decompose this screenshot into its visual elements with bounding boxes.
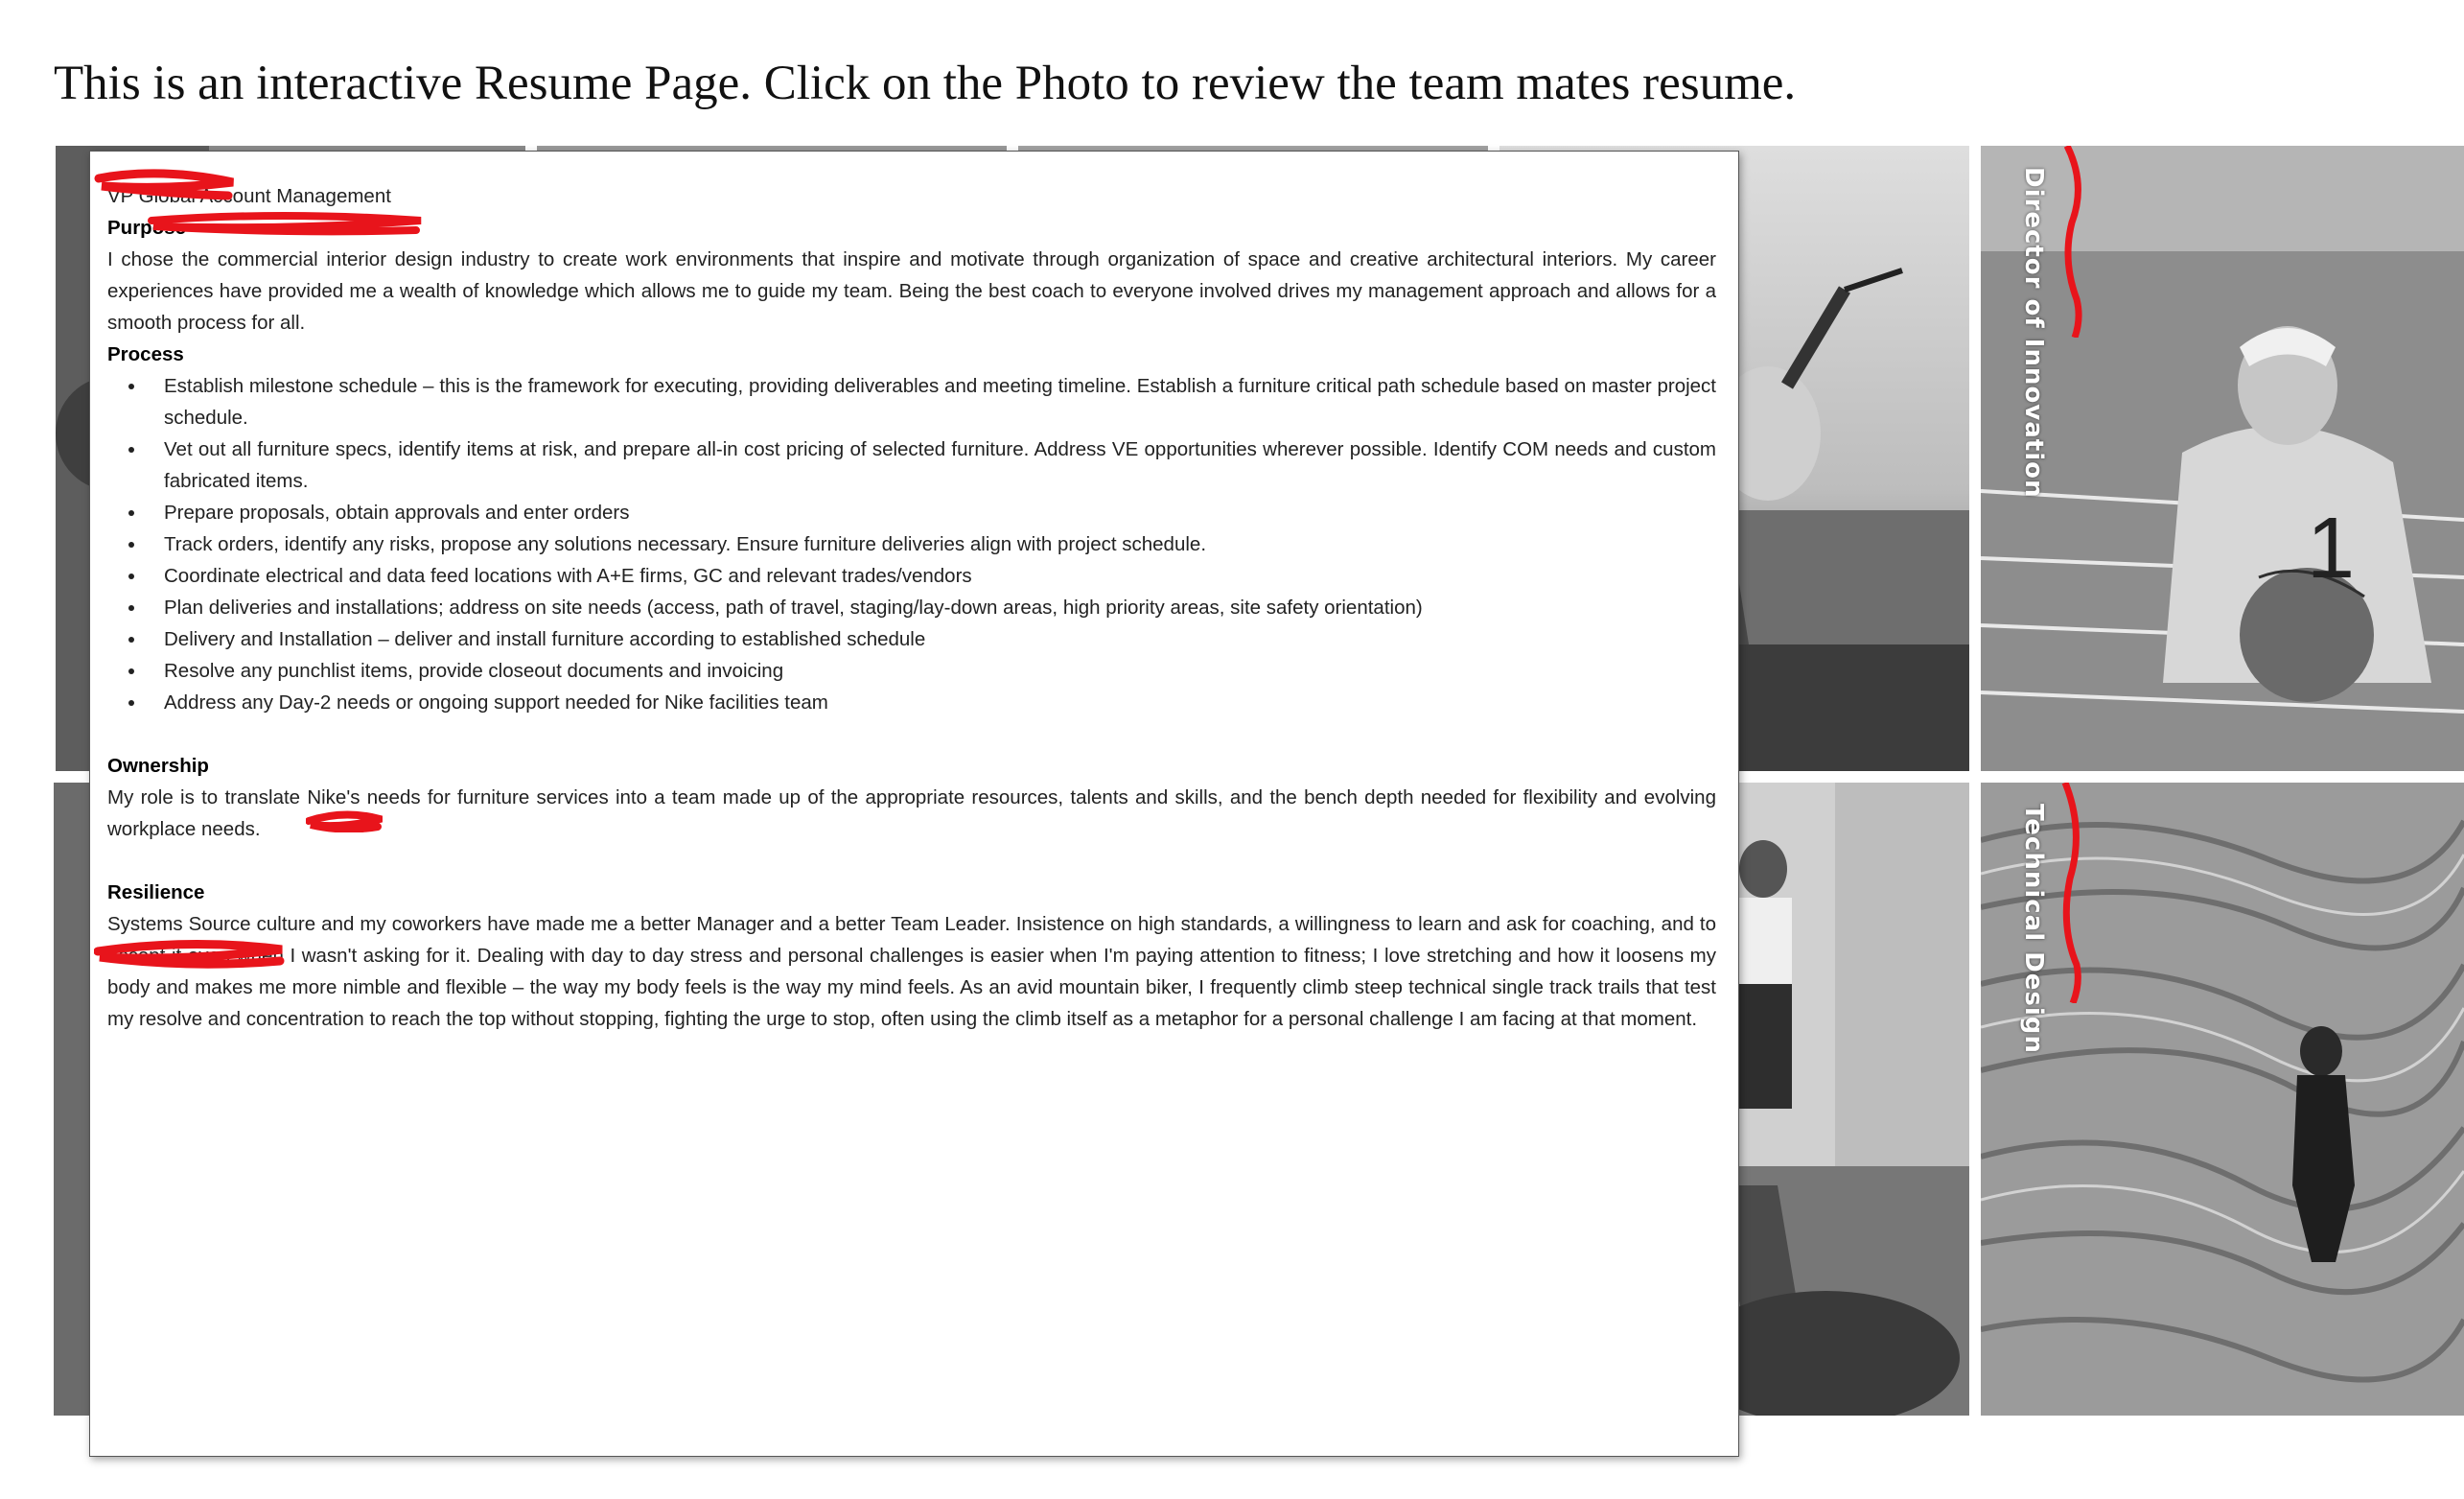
process-list-item: • Resolve any punchlist items, provide closeout documents and invoicing	[147, 655, 1716, 687]
process-list-item: • Plan deliveries and installations; address on site needs (access, path of travel, staging/lay-down areas, high priority areas, site safety orientation)	[147, 592, 1716, 623]
resilience-text: Systems Source culture and my coworkers have made me a better Manager and a better Team Leader. Insistence on high standards, a willingness to learn and ask for coaching, and to accept it even when I wasn't asking for it. Dealing with day to day stress and personal challenges is easier when I'm paying attention to fitness; I love stretching and how it loosens my body and makes me more nimble and flexible – the way my body feels is the way my mind feels. As an avid mountain biker, I frequently climb steep technical single track trails that test my resolve and concentration to reach the top without stopping, fighting the urge to stop, often using the climb itself as a metaphor for a personal challenge I am facing at that moment.	[107, 913, 1716, 1030]
process-list-item: • Track orders, identify any risks, propose any solutions necessary. Ensure furniture deliveries align with project schedule.	[147, 528, 1716, 560]
section-title-purpose: Purpose	[107, 217, 187, 239]
tile-title-label: Director of Innovation	[2019, 167, 2048, 499]
tile-title-label: Technical Design	[2019, 804, 2048, 1054]
spacer	[107, 845, 1716, 877]
section-title-process: Process	[107, 343, 184, 365]
resume-modal	[89, 151, 1739, 1457]
section-title-resilience: Resilience	[107, 881, 205, 903]
process-list-item: • Coordinate electrical and data feed locations with A+E firms, GC and relevant trades/vendors	[147, 560, 1716, 592]
resume-content	[107, 180, 1716, 1035]
team-photo	[1981, 146, 2464, 771]
process-list-item: • Establish milestone schedule – this is the framework for executing, providing deliverables and meeting timeline. Establish a furniture critical path schedule based on master project schedule.	[147, 370, 1716, 433]
process-list-item: • Prepare proposals, obtain approvals and enter orders	[147, 497, 1716, 528]
purpose-text: I chose the commercial interior design industry to create work environments that inspire and motivate through organization of space and creative architectural interiors. My career experiences have provided me a wealth of knowledge which allows me to guide my team. Being the best coach to everyone involved drives my management approach and allows for a smooth process for all.	[107, 248, 1716, 334]
ownership-text: My role is to translate Nike's needs for furniture services into a team made up of the appropriate resources, talents and skills, and the bench depth needed for flexibility and evolving workplace needs.	[107, 786, 1716, 840]
team-photo	[1981, 783, 2464, 1416]
team-photo-tile-technical-design[interactable]	[1981, 783, 2464, 1416]
svg-text:1: 1	[2307, 501, 2356, 597]
process-list	[107, 370, 1716, 718]
section-title-ownership: Ownership	[107, 755, 209, 777]
spacer	[107, 718, 1716, 750]
process-list-item: • Delivery and Installation – deliver and install furniture according to established schedule	[147, 623, 1716, 655]
page-heading: This is an interactive Resume Page. Click on the Photo to review the team mates resume.	[54, 57, 1797, 110]
resume-title: VP Global Account Management	[107, 185, 391, 207]
team-photo-tile-director-of-innovation[interactable]	[1981, 146, 2464, 771]
process-list-item: • Address any Day-2 needs or ongoing support needed for Nike facilities team	[147, 687, 1716, 718]
process-list-item: • Vet out all furniture specs, identify items at risk, and prepare all-in cost pricing of selected furniture. Address VE opportunities wherever possible. Identify COM needs and custom fabricated items.	[147, 433, 1716, 497]
